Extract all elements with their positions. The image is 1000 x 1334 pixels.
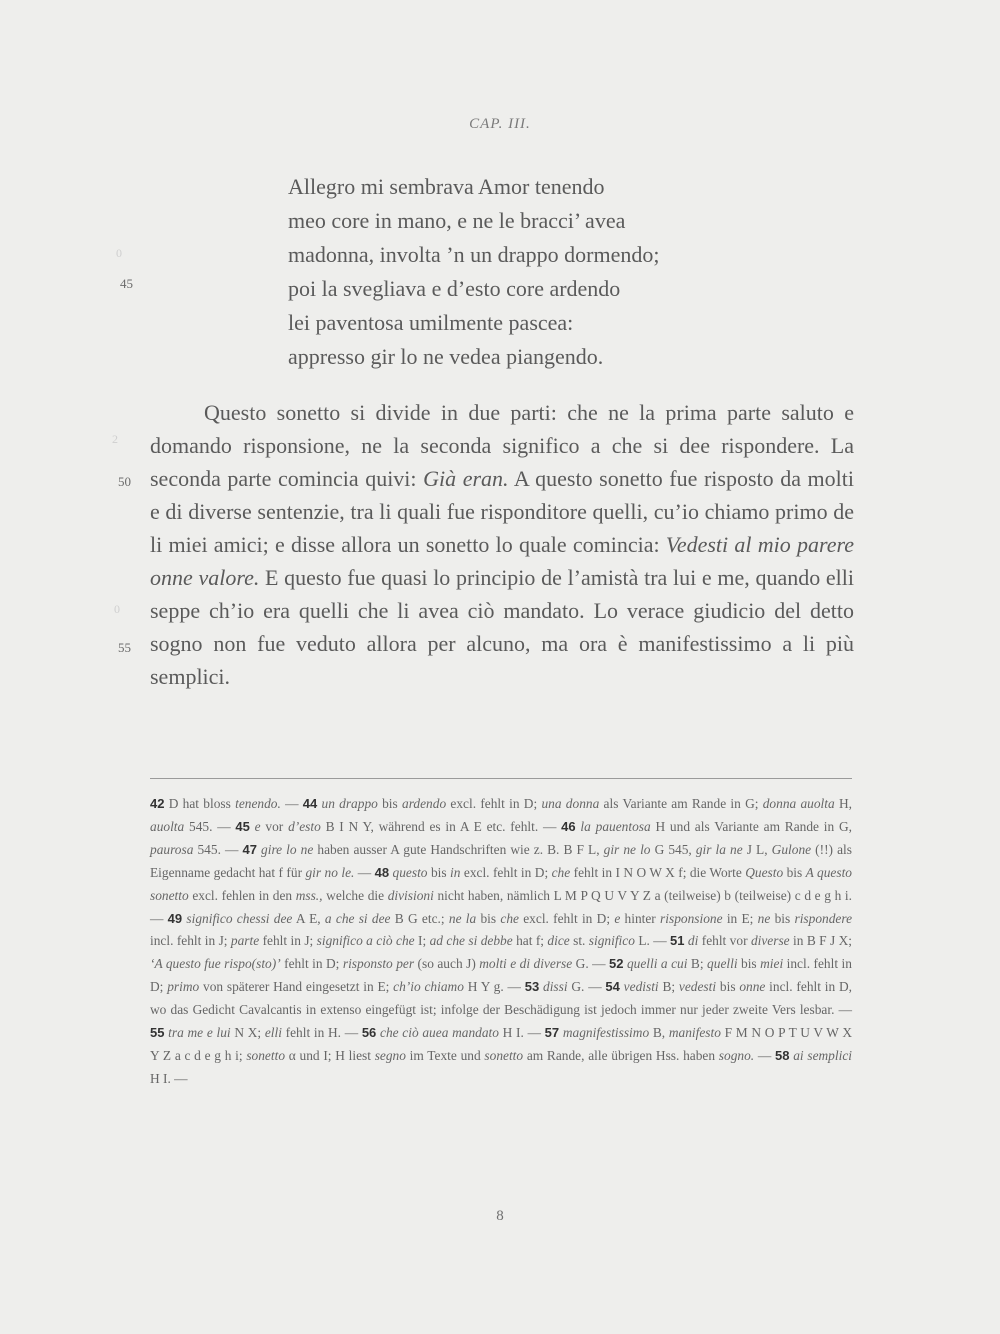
- note-variant: primo: [167, 979, 200, 995]
- note-text: von späterer Hand eingesetzt in E;: [199, 979, 394, 995]
- note-text: B;: [658, 979, 679, 995]
- note-text: H,: [834, 796, 852, 811]
- show-through-mark: 0: [116, 246, 122, 260]
- note-variant: ch’io chiamo: [393, 979, 464, 995]
- prose-commentary: [150, 396, 854, 693]
- note-text: incl. fehlt in D;: [150, 956, 852, 995]
- note-text: in B F J X;: [789, 933, 852, 949]
- note-variant: diverse: [750, 933, 790, 949]
- note-text: D hat bloss: [164, 796, 236, 811]
- note-text: fehlt in J;: [259, 933, 317, 949]
- note-text: st.: [569, 933, 589, 949]
- note-variant: manifesto: [668, 1025, 721, 1041]
- note-number: 52: [609, 956, 624, 972]
- note-variant: questo: [389, 864, 428, 880]
- note-variant: ‘A questo fue rispo(sto)’: [150, 956, 281, 972]
- note-variant: dissi: [539, 979, 568, 995]
- note-variant: a che si dee: [324, 910, 391, 926]
- note-text: in E;: [722, 910, 758, 926]
- critical-apparatus: [150, 793, 852, 1091]
- note-text: L. —: [634, 933, 671, 949]
- note-text: bis: [770, 910, 795, 926]
- note-number: 55: [150, 1025, 165, 1041]
- note-variant: sogno.: [718, 1047, 755, 1063]
- note-text: fehlt vor: [698, 933, 751, 949]
- note-text: bis: [427, 864, 451, 880]
- note-variant: un drappo: [317, 796, 378, 811]
- note-variant: d’esto: [288, 818, 321, 834]
- note-variant: ad che si debbe: [429, 933, 513, 949]
- verse-line: appresso gir lo ne vedea piangendo.: [288, 344, 604, 369]
- note-text: bis: [377, 796, 402, 811]
- page-number: 8: [496, 1208, 504, 1224]
- note-text: 545. —: [184, 818, 236, 834]
- note-text: nicht haben, nämlich L M P Q U V Y Z a (teilweise) b (teilweise) c d e g h i. —: [150, 887, 852, 926]
- note-variant: dice: [547, 933, 570, 949]
- prose-text: E questo fue quasi lo principio de l’amistà tra lui e me, quando elli seppe ch’io era quelli che li avea ciò mandato. Lo verace giudicio del detto sogno non fue veduto allora per alcuno, ma ora è manifestissimo a li più semplici.: [150, 565, 854, 689]
- note-text: incl. fehlt in D, wo das Gedicht Cavalcantis in extenso eingefügt ist; infolge der Beschädigung ist jedoch immer nur jeder zweite Vers lesbar. —: [150, 979, 852, 1018]
- line-number: 45: [120, 276, 133, 291]
- note-variant: che ciò auea mandato: [376, 1025, 499, 1041]
- note-variant: onne: [739, 979, 766, 995]
- note-number: 53: [524, 979, 540, 995]
- sonnet-verses: [288, 170, 659, 374]
- show-through-mark: 0: [114, 602, 120, 616]
- note-text: bis: [737, 956, 761, 972]
- note-text: H und als Variante am Rande in G,: [650, 818, 852, 834]
- note-text: excl. fehlt in D;: [446, 796, 542, 811]
- note-variant: Questo: [745, 864, 784, 880]
- note-text: bis: [476, 910, 501, 926]
- note-text: H I. —: [498, 1025, 545, 1041]
- note-variant: ne la: [448, 910, 477, 926]
- note-text: G. —: [567, 979, 606, 995]
- note-variant: che: [500, 910, 519, 926]
- note-variant: divisioni: [387, 887, 434, 903]
- note-text: H I. —: [150, 1070, 188, 1086]
- note-variant: una donna: [541, 796, 600, 811]
- note-variant: A questo sonetto: [150, 864, 853, 903]
- note-text: F M N O P T U V W X Y Z a c d e g h i;: [150, 1025, 853, 1063]
- line-number: 55: [118, 640, 131, 655]
- note-variant: e: [249, 818, 261, 834]
- note-text: B I N Y, während es in A E etc. fehlt. —: [320, 818, 562, 834]
- note-variant: paurosa: [150, 841, 194, 857]
- note-text: (so auch J): [414, 956, 480, 972]
- note-variant: risponsto per: [342, 956, 415, 972]
- note-text: (!!) als Eigenname gedacht hat f für: [150, 841, 852, 880]
- note-text: N X;: [230, 1025, 265, 1041]
- note-variant: la pauentosa: [575, 818, 651, 834]
- note-variant: in: [450, 864, 461, 880]
- note-variant: che: [551, 864, 571, 880]
- note-number: 57: [544, 1025, 560, 1041]
- note-number: 42: [150, 796, 165, 811]
- show-through-mark: 2: [112, 432, 118, 446]
- running-head: CAP. III.: [469, 116, 531, 132]
- note-variant: gir no le.: [305, 864, 355, 880]
- verse-line: lei paventosa umilmente pascea:: [288, 310, 574, 335]
- note-text: am Rande, alle übrigen Hss. haben: [523, 1047, 719, 1063]
- note-text: hat f;: [512, 933, 548, 949]
- verse-line: madonna, involta ’n un drappo dormendo;: [288, 242, 660, 267]
- note-variant: quelli a cui: [623, 956, 688, 972]
- note-variant: vedesti: [678, 979, 717, 995]
- note-text: hinter: [620, 910, 661, 926]
- note-text: fehlt in I N O W X f; die Worte: [570, 864, 746, 880]
- note-variant: significo chessi dee: [182, 910, 293, 926]
- note-text: J L,: [742, 841, 772, 857]
- incipit-italic: Già eran.: [423, 466, 509, 491]
- verse-line: Allegro mi sembrava Amor tenendo: [288, 174, 605, 199]
- note-variant: vedisti: [619, 979, 659, 995]
- note-variant: donna auolta: [762, 796, 835, 811]
- note-text: A E,: [292, 910, 325, 926]
- note-variant: molti e di diverse: [479, 956, 573, 972]
- note-variant: quelli: [707, 956, 738, 972]
- note-variant: miei: [760, 956, 784, 972]
- note-variant: e: [614, 910, 621, 926]
- prose-text: Questo sonetto si divide in due parti: che ne la prima parte saluto e domando risponsione, ne la seconda significo a che si dee rispondere. La seconda parte comincia quivi:: [150, 400, 854, 491]
- note-text: G. —: [572, 956, 610, 972]
- note-variant: rispondere: [794, 910, 853, 926]
- note-text: excl. fehlt in D;: [460, 864, 552, 880]
- verse-line: meo core in mano, e ne le bracci’ avea: [288, 208, 626, 233]
- note-text: I;: [414, 933, 430, 949]
- note-variant: sonetto: [246, 1047, 286, 1063]
- note-text: incl. fehlt in J;: [150, 933, 231, 949]
- note-number: 45: [235, 818, 250, 834]
- note-variant: ai semplici: [789, 1047, 852, 1063]
- note-variant: ne: [757, 910, 771, 926]
- note-text: excl. fehlt in D;: [518, 910, 615, 926]
- note-variant: sonetto: [484, 1047, 524, 1063]
- prose-text: A questo sonetto fue risposto da molti e di diverse sentenzie, tra li quali fue risponditore quelli, cu’io chiamo primo de li miei amici; e disse allora un sonetto lo quale comincia:: [150, 466, 854, 557]
- note-variant: ardendo: [402, 796, 447, 811]
- verse-line: poi la svegliava e d’esto core ardendo: [288, 276, 621, 301]
- note-number: 46: [561, 818, 576, 834]
- note-number: 44: [302, 796, 318, 811]
- note-variant: risponsione: [660, 910, 723, 926]
- note-text: —: [354, 864, 375, 880]
- line-number: 50: [118, 474, 131, 489]
- note-text: welche die: [322, 887, 388, 903]
- note-text: im Texte und: [405, 1047, 485, 1063]
- note-number: 49: [167, 910, 183, 926]
- note-variant: tenendo.: [235, 796, 281, 811]
- note-text: 545. —: [193, 841, 243, 857]
- note-text: excl. fehlen in den: [188, 887, 296, 903]
- note-text: H Y g. —: [463, 979, 525, 995]
- note-variant: gir ne lo: [603, 841, 651, 857]
- note-variant: mss.,: [295, 887, 323, 903]
- note-variant: gire lo ne: [256, 841, 314, 857]
- note-text: G 545,: [650, 841, 696, 857]
- note-variant: tra me e lui: [164, 1025, 231, 1041]
- note-number: 51: [670, 933, 685, 949]
- note-variant: gir la ne: [695, 841, 743, 857]
- note-number: 54: [605, 979, 620, 995]
- note-text: B;: [687, 956, 708, 972]
- note-text: bis: [716, 979, 740, 995]
- note-text: α und I; H liest: [285, 1047, 375, 1063]
- note-variant: magnifestissimo: [559, 1025, 650, 1041]
- note-variant: parte: [230, 933, 260, 949]
- incipit-italic: Vedesti al mio parere onne valore.: [150, 532, 854, 590]
- note-text: haben ausser A gute Handschriften wie z. B. B F L,: [313, 841, 604, 857]
- note-variant: significo a ciò che: [316, 933, 415, 949]
- note-text: vor: [260, 818, 289, 834]
- note-text: fehlt in H. —: [281, 1025, 362, 1041]
- note-variant: segno: [374, 1047, 406, 1063]
- note-number: 47: [242, 841, 257, 857]
- note-number: 56: [361, 1025, 377, 1041]
- note-text: B G etc.;: [390, 910, 449, 926]
- note-text: —: [280, 796, 303, 811]
- note-variant: elli: [264, 1025, 282, 1041]
- note-variant: di: [684, 933, 699, 949]
- note-text: bis: [783, 864, 806, 880]
- note-text: B,: [649, 1025, 669, 1041]
- note-text: als Variante am Rande in G;: [599, 796, 763, 811]
- footnote-rule: [150, 778, 852, 779]
- note-number: 48: [374, 864, 390, 880]
- note-text: fehlt in D;: [280, 956, 343, 972]
- note-variant: auolta: [150, 818, 185, 834]
- note-variant: Gulone: [771, 841, 812, 857]
- note-variant: significo: [588, 933, 635, 949]
- note-number: 58: [775, 1047, 790, 1063]
- note-text: —: [754, 1047, 775, 1063]
